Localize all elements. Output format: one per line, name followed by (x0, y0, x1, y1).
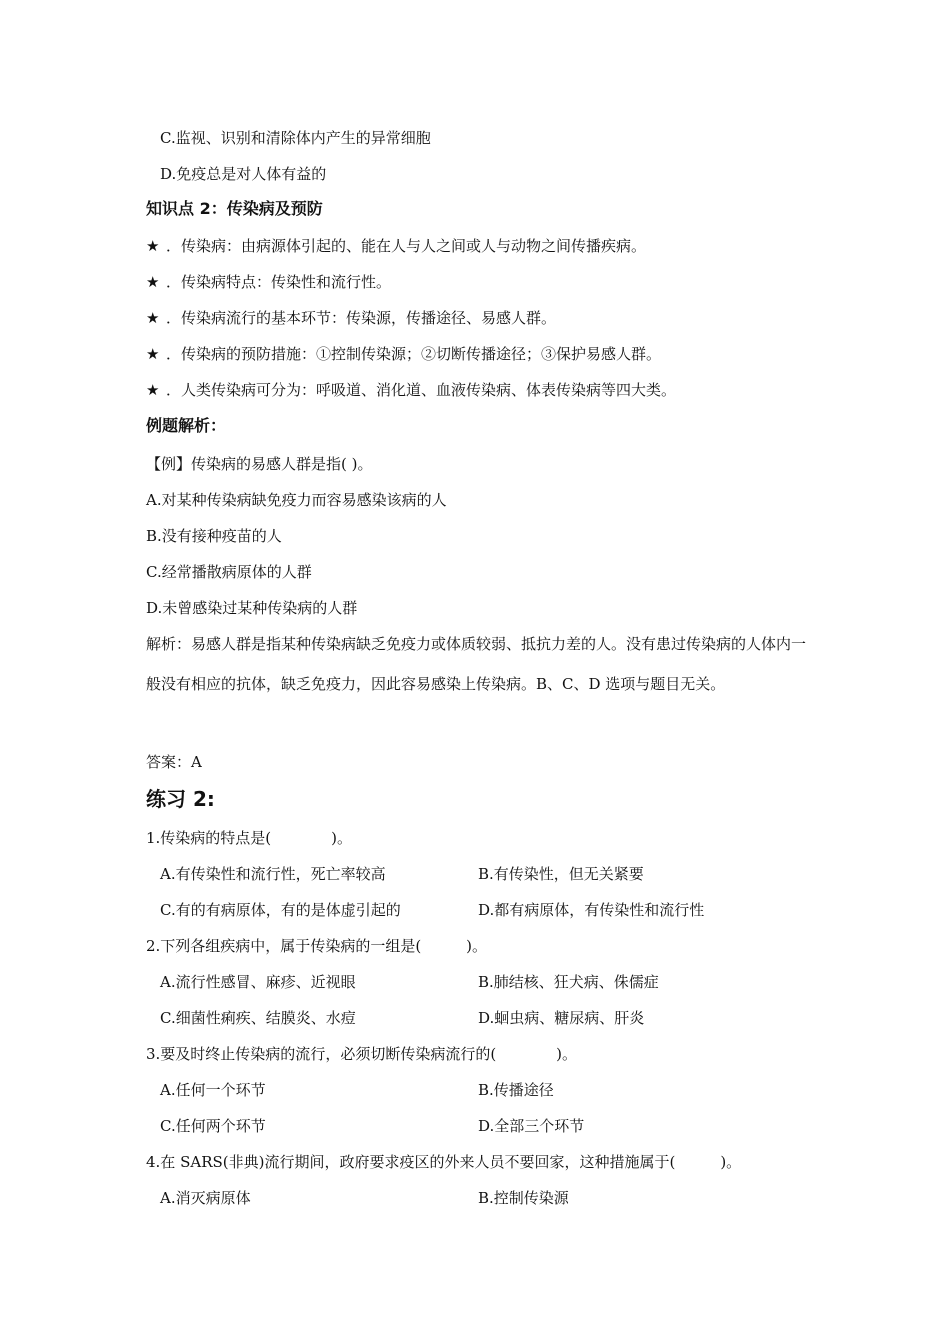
question-stem: 2.下列各组疾病中，属于传染病的一组是( )。 (146, 937, 488, 955)
example-analysis: 解析：易感人群是指某种传染病缺乏免疫力或体质较弱、抵抗力差的人。没有患过传染病的人体内一般没有相应的抗体，缺乏免疫力，因此容易感染上传染病。B、C、D 选项与题目无关。 (146, 635, 807, 693)
example-option: D.未曾感染过某种传染病的人群 (146, 599, 358, 617)
question-option: B.传播途径 (478, 1081, 554, 1099)
star-icon: ★ (146, 345, 160, 363)
question-option: C.有的有病原体，有的是体虚引起的 (160, 901, 401, 919)
star-icon: ★ (146, 381, 160, 399)
example-option: A.对某种传染病缺免疫力而容易感染该病的人 (146, 491, 447, 509)
question-stem: 1.传染病的特点是( )。 (146, 829, 353, 847)
question-option: A.有传染性和流行性，死亡率较高 (160, 865, 386, 883)
example-title: 例题解析： (146, 416, 227, 435)
knowledge-point: ★ ．传染病的预防措施：①控制传染源；②切断传播途径；③保护易感人群。 (146, 345, 662, 363)
question-option: B.肺结核、狂犬病、侏儒症 (478, 973, 659, 991)
knowledge-point: ★ ．传染病特点：传染性和流行性。 (146, 273, 392, 291)
question-option: B.有传染性，但无关紧要 (478, 865, 644, 883)
question-option: C.任何两个环节 (160, 1117, 266, 1135)
question-option: C.细菌性痢疾、结膜炎、水痘 (160, 1009, 356, 1027)
question-option: D.蛔虫病、糖尿病、肝炎 (478, 1009, 645, 1027)
knowledge-point: ★ ．传染病流行的基本环节：传染源，传播途径、易感人群。 (146, 309, 557, 327)
question-option: D.都有病原体，有传染性和流行性 (478, 901, 705, 919)
section-title: 知识点 2：传染病及预防 (146, 199, 323, 218)
question-stem: 4.在 SARS(非典)流行期间，政府要求疫区的外来人员不要回家，这种措施属于( )。 (146, 1153, 742, 1171)
star-icon: ★ (146, 273, 160, 291)
intro-option-c: C.监视、识别和清除体内产生的异常细胞 (160, 129, 431, 147)
question-option: A.任何一个环节 (160, 1081, 266, 1099)
question-option: A.流行性感冒、麻疹、近视眼 (160, 973, 356, 991)
intro-option-d: D.免疫总是对人体有益的 (160, 165, 327, 183)
star-icon: ★ (146, 237, 160, 255)
example-option: B.没有接种疫苗的人 (146, 527, 282, 545)
knowledge-point: ★ ．人类传染病可分为：呼吸道、消化道、血液传染病、体表传染病等四大类。 (146, 381, 677, 399)
question-option: A.消灭病原体 (160, 1189, 251, 1207)
question-stem: 3.要及时终止传染病的流行，必须切断传染病流行的( )。 (146, 1045, 578, 1063)
example-option: C.经常播散病原体的人群 (146, 563, 312, 581)
question-option: D.全部三个环节 (478, 1117, 585, 1135)
star-icon: ★ (146, 309, 160, 327)
question-option: B.控制传染源 (478, 1189, 569, 1207)
example-answer: 答案：A (146, 753, 202, 771)
practice-title: 练习 2: (146, 787, 215, 811)
example-question: 【例】传染病的易感人群是指( )。 (146, 455, 373, 473)
knowledge-point: ★ ．传染病：由病源体引起的、能在人与人之间或人与动物之间传播疾病。 (146, 237, 647, 255)
